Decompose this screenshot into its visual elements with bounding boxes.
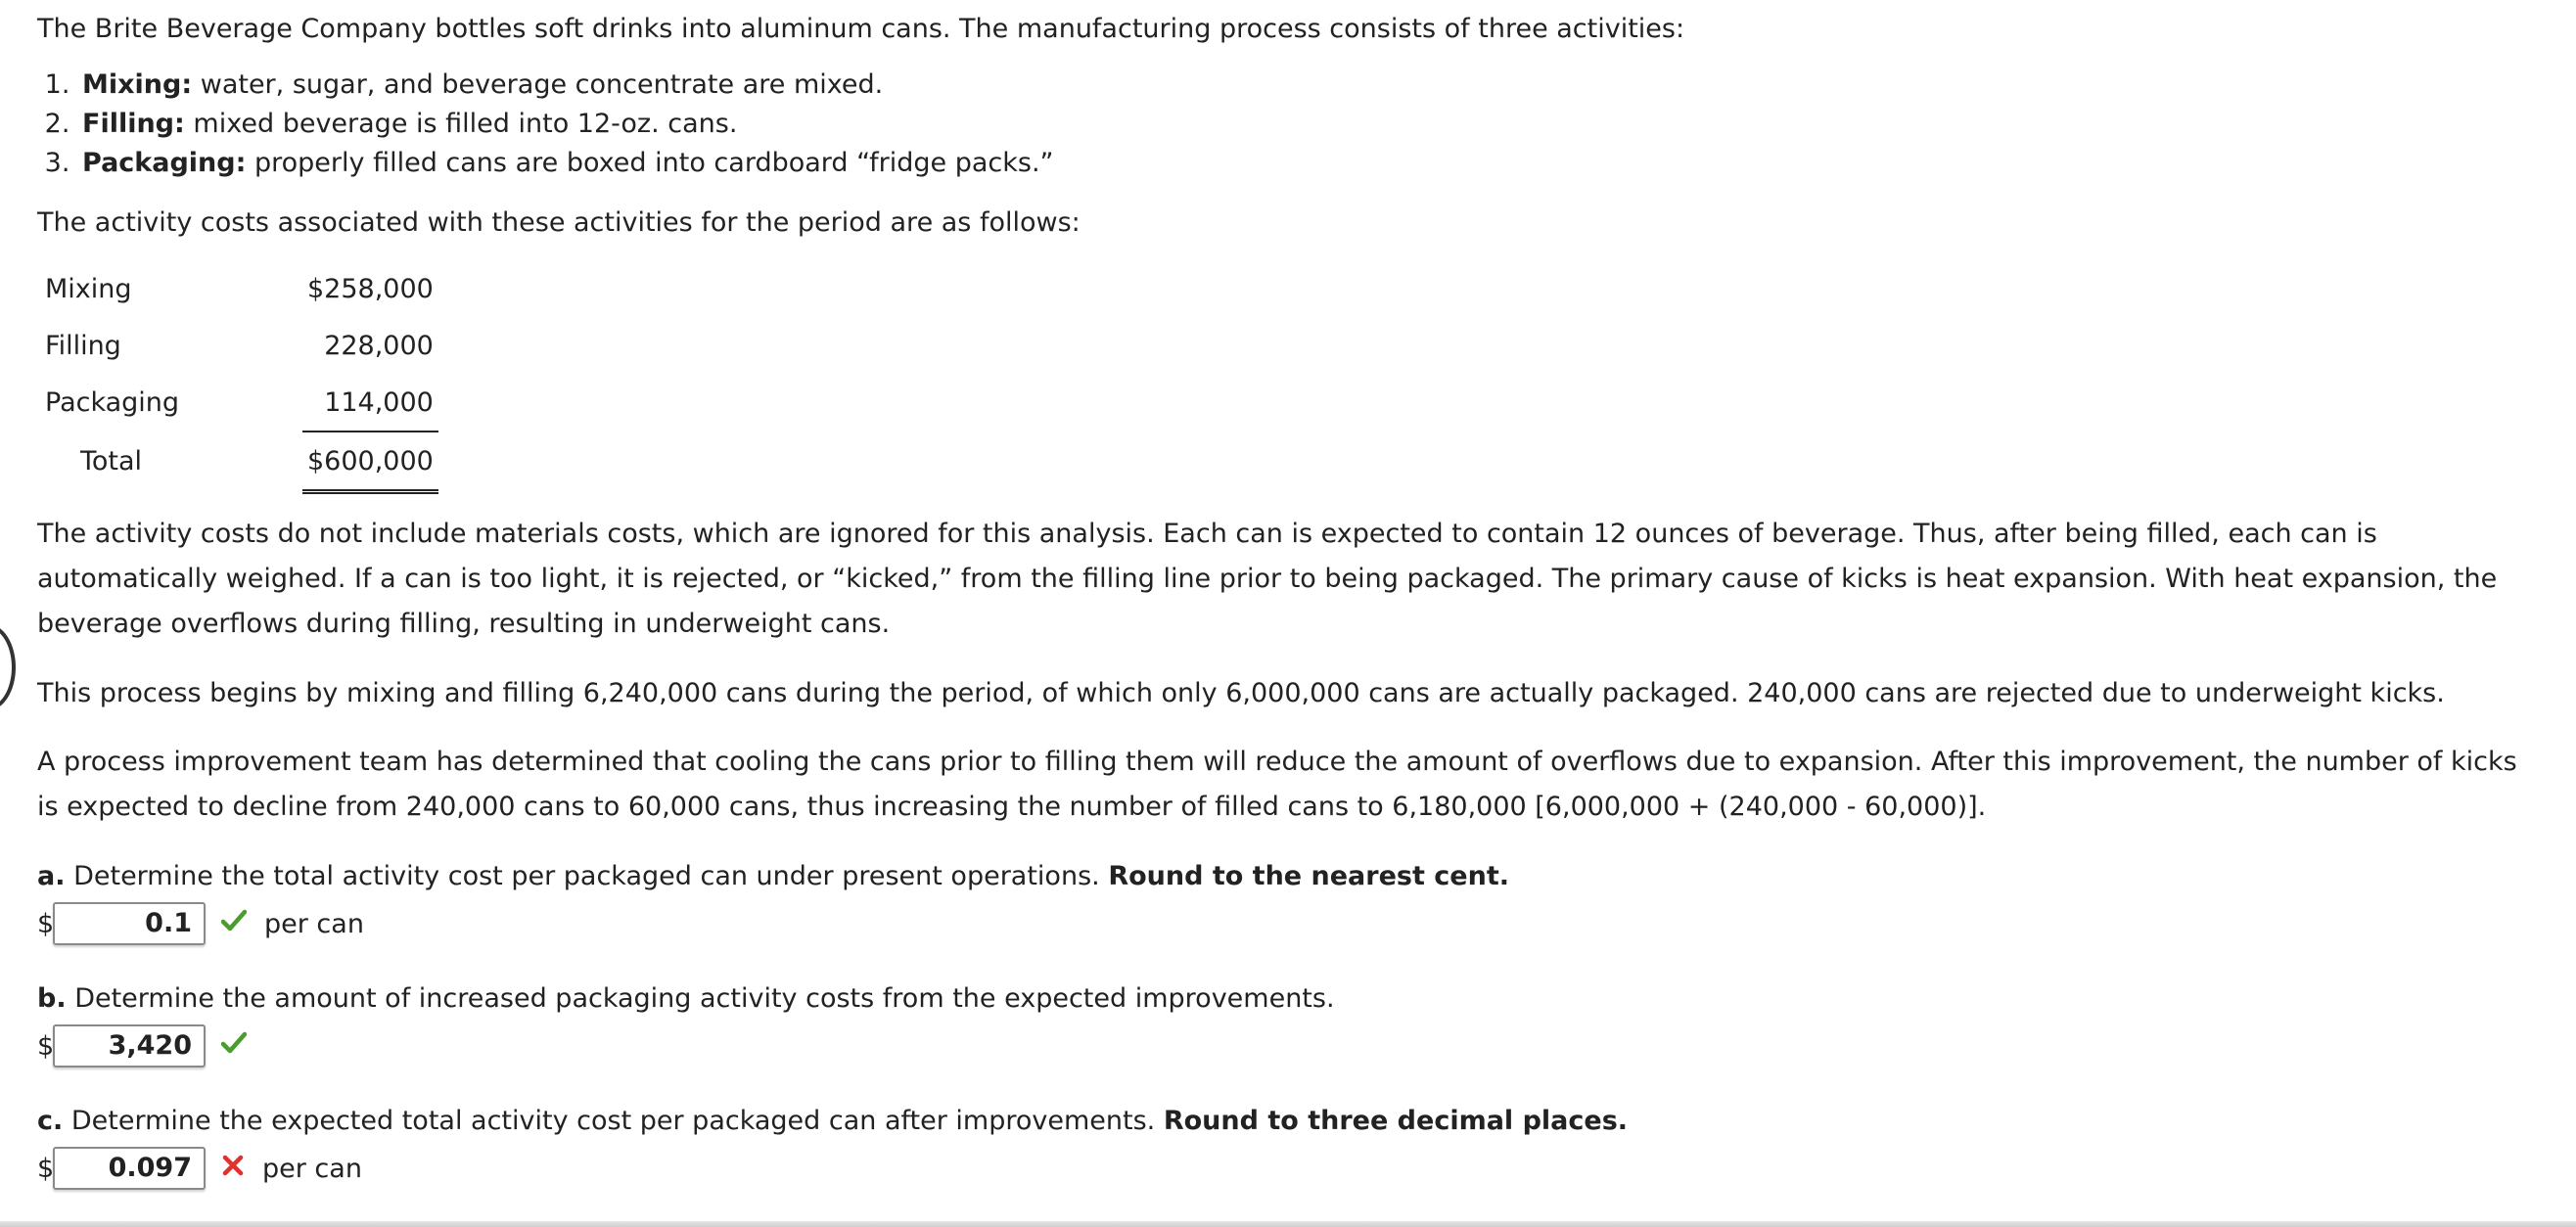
cost-amount: 228,000: [324, 330, 434, 361]
bottom-divider: [0, 1221, 2576, 1227]
total-amount: $600,000: [302, 432, 438, 492]
paragraph-improvement: A process improvement team has determined that cooling the cans prior to filling them will reduce the amount of overflows due to expansion. After this improvement, the number of kicks is expected to decline from 240,000 cans to 60,000 cans, thus increasing the number of filled cans to 6,180,000 [6,000,000 + (240,000 - 60,000)].: [37, 747, 2517, 822]
answer-row-c: [37, 1146, 362, 1191]
table-row: [39, 260, 438, 317]
paragraph-kicks: The activity costs do not include materials costs, which are ignored for this analysis. Each can is expected to contain 12 ounces of beverage. Thus, after being filled, each can is automatically weighed. If a can is too light, it is rejected, or “kicked,” from the filling line prior to being packaged. The primary cause of kicks is heat expansion. With heat expansion, the beverage overflows during filling, resulting in underweight cans.: [37, 519, 2498, 639]
cost-label: Filling: [45, 330, 121, 361]
question-emphasis: Round to the nearest cent.: [1108, 861, 1509, 891]
question-b: [37, 983, 1335, 1015]
activities-list: [37, 66, 1054, 183]
question-c: [37, 1106, 1628, 1137]
answer-input-a[interactable]: 0.1: [53, 902, 206, 945]
activity-name: Mixing:: [82, 69, 193, 100]
question-text: Determine the amount of increased packaging activity costs from the expected improvements.: [74, 983, 1335, 1014]
question-letter: c.: [37, 1106, 64, 1136]
cost-amount: 114,000: [302, 374, 438, 432]
table-row: [39, 317, 438, 374]
answer-row-a: [37, 901, 364, 946]
activity-costs-table: [39, 260, 438, 494]
cross-icon: [221, 1154, 245, 1184]
scroll-marker-icon: [0, 624, 16, 710]
checkmark-icon: [221, 1031, 247, 1062]
activity-desc: water, sugar, and beverage concentrate are mixed.: [200, 69, 884, 100]
table-row-total: [39, 432, 438, 492]
unit-label: per can: [262, 1153, 362, 1184]
intro-text: The Brite Beverage Company bottles soft drinks into aluminum cans. The manufacturing process consists of three activities:: [37, 14, 1685, 44]
currency-symbol: $: [37, 1030, 55, 1062]
paragraph-process: This process begins by mixing and filling 6,240,000 cans during the period, of which only 6,000,000 cans are actually packaged. 240,000 cans are rejected due to underweight kicks.: [37, 678, 2445, 708]
question-emphasis: Round to three decimal places.: [1163, 1106, 1629, 1136]
currency-symbol: $: [37, 908, 55, 939]
answer-input-c[interactable]: 0.097: [53, 1147, 206, 1190]
question-letter: b.: [37, 983, 67, 1014]
activity-desc: mixed beverage is filled into 12-oz. cans.: [193, 109, 738, 139]
checkmark-icon: [221, 909, 247, 939]
costs-intro-text: The activity costs associated with these activities for the period are as follows:: [37, 207, 1081, 238]
answer-input-b[interactable]: 3,420: [53, 1024, 206, 1068]
table-row: [39, 374, 438, 432]
question-letter: a.: [37, 861, 66, 891]
currency-symbol: $: [37, 1153, 55, 1184]
cost-label: Packaging: [45, 387, 180, 418]
answer-row-b: [37, 1023, 247, 1068]
activity-item-filling: [78, 105, 1054, 144]
unit-label: per can: [264, 908, 364, 939]
total-label: Total: [80, 446, 143, 477]
activity-name: Packaging:: [82, 148, 247, 178]
question-a: [37, 861, 1509, 892]
cost-amount: $258,000: [307, 273, 434, 304]
activity-name: Filling:: [82, 109, 185, 139]
activity-item-packaging: [78, 144, 1054, 183]
question-text: Determine the expected total activity cost per packaged can after improvements.: [70, 1106, 1156, 1136]
question-text: Determine the total activity cost per packaged can under present operations.: [73, 861, 1100, 891]
activity-item-mixing: [78, 66, 1054, 105]
activity-desc: properly filled cans are boxed into cardboard “fridge packs.”: [254, 148, 1054, 178]
cost-label: Mixing: [45, 273, 132, 304]
